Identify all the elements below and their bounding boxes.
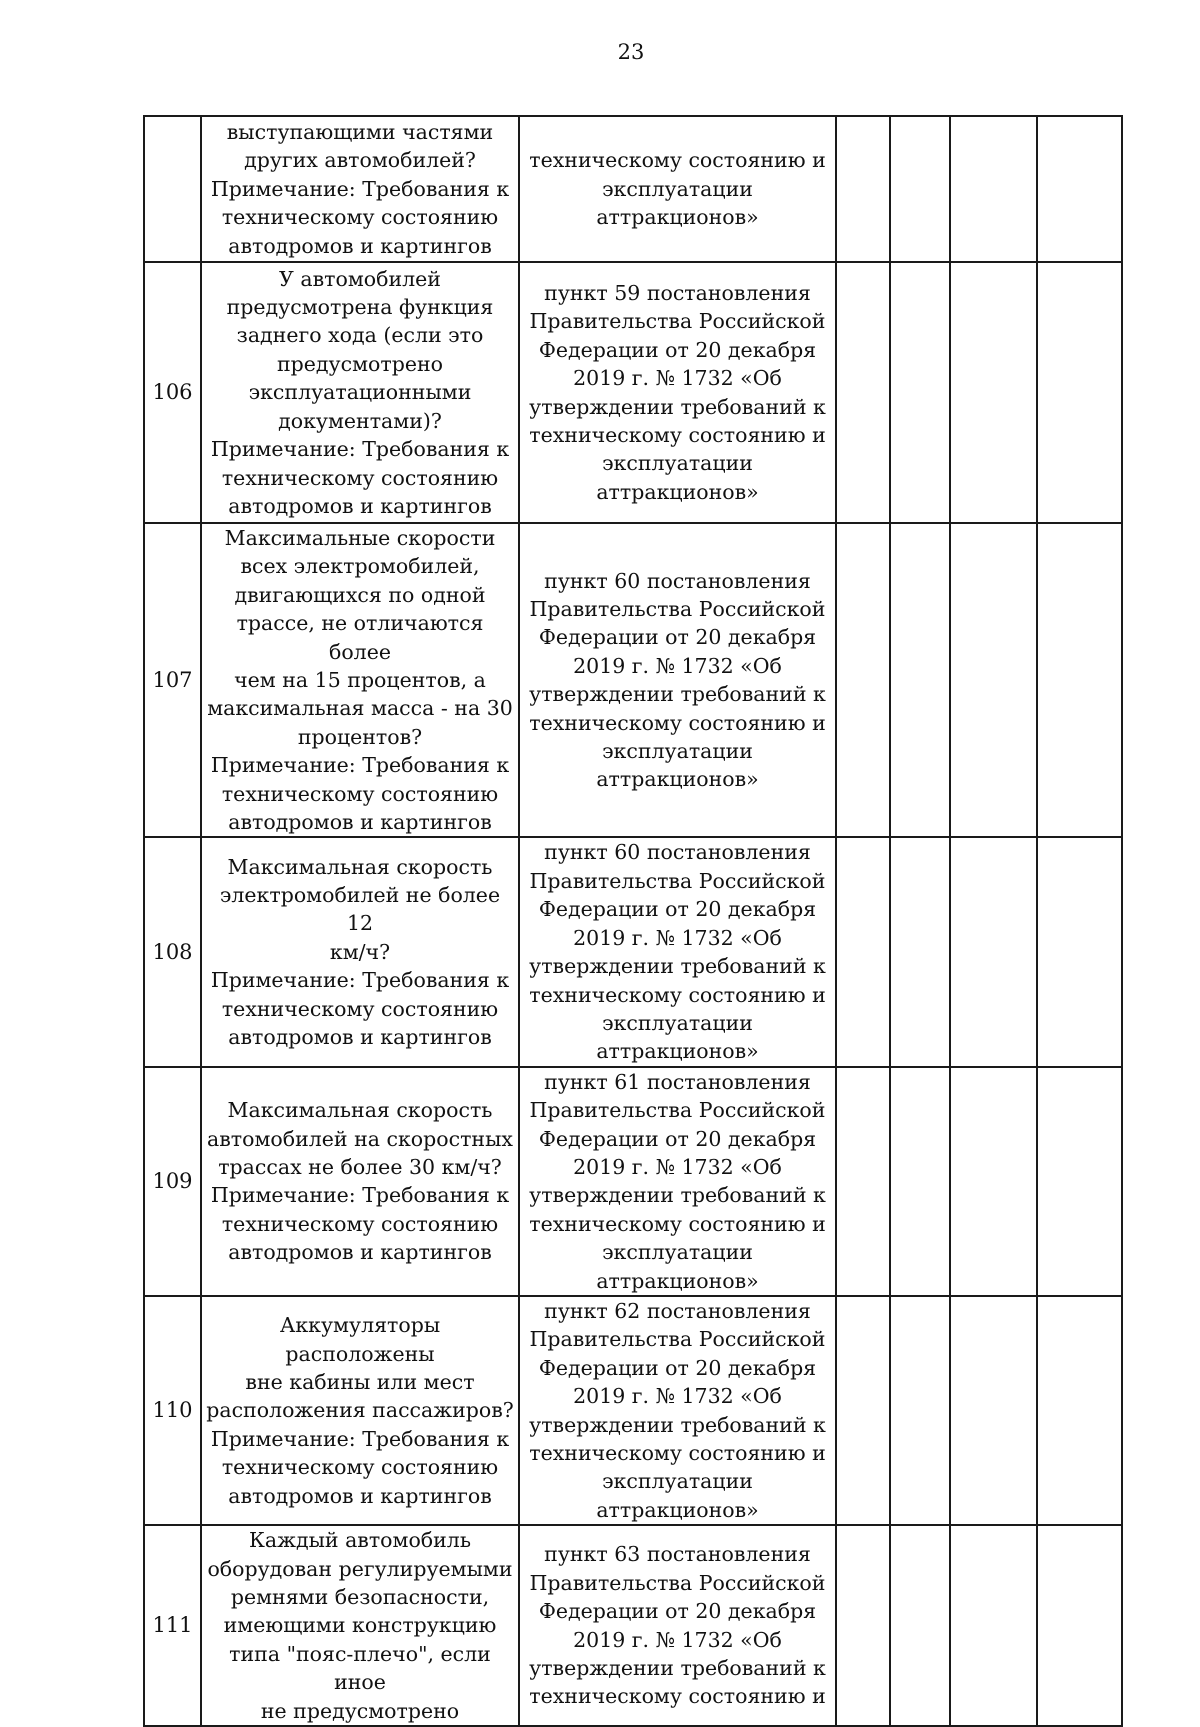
answer-no-cell[interactable] xyxy=(890,116,950,262)
legal-reference: пункт 62 постановления Правительства Российской Федерации от 20 декабря 2019 г. № 1732 «Об утверждении требований к техническому состоянию и эксплуатации аттракционов» xyxy=(519,1296,836,1525)
requirement-text: У автомобилей предусмотрена функция заднего хода (если это предусмотрено эксплуатационными документами)? Примечание: Требования к техническому состоянию автодромов и картингов xyxy=(201,262,519,523)
legal-reference: пункт 59 постановления Правительства Российской Федерации от 20 декабря 2019 г. № 1732 «Об утверждении требований к техническому состоянию и эксплуатации аттракционов» xyxy=(519,262,836,523)
checklist-table xyxy=(143,115,1123,1727)
table-row xyxy=(144,1067,1122,1296)
note-cell[interactable] xyxy=(1037,1296,1122,1525)
table-row xyxy=(144,1525,1122,1726)
requirement-text: Максимальная скорость автомобилей на скоростных трассах не более 30 км/ч? Примечание: Требования к техническому состоянию автодромов и картингов xyxy=(201,1067,519,1296)
table-row xyxy=(144,523,1122,837)
page-number: 23 xyxy=(617,40,645,64)
answer-yes-cell[interactable] xyxy=(836,1067,890,1296)
answer-yes-cell[interactable] xyxy=(836,1525,890,1726)
note-cell[interactable] xyxy=(1037,1525,1122,1726)
row-number: 107 xyxy=(144,523,201,837)
not-applicable-cell[interactable] xyxy=(950,262,1037,523)
answer-yes-cell[interactable] xyxy=(836,116,890,262)
note-cell[interactable] xyxy=(1037,1067,1122,1296)
row-number: 111 xyxy=(144,1525,201,1726)
note-cell[interactable] xyxy=(1037,837,1122,1066)
note-cell[interactable] xyxy=(1037,116,1122,262)
answer-no-cell[interactable] xyxy=(890,837,950,1066)
answer-no-cell[interactable] xyxy=(890,262,950,523)
answer-no-cell[interactable] xyxy=(890,1525,950,1726)
requirement-text: Максимальные скорости всех электромобилей, двигающихся по одной трассе, не отличаются более чем на 15 процентов, а максимальная масса - на 30 процентов? Примечание: Требования к техническому состоянию автодромов и картингов xyxy=(201,523,519,837)
row-number: 108 xyxy=(144,837,201,1066)
not-applicable-cell[interactable] xyxy=(950,1296,1037,1525)
answer-yes-cell[interactable] xyxy=(836,837,890,1066)
note-cell[interactable] xyxy=(1037,262,1122,523)
not-applicable-cell[interactable] xyxy=(950,1067,1037,1296)
legal-reference: пункт 61 постановления Правительства Российской Федерации от 20 декабря 2019 г. № 1732 «Об утверждении требований к техническому состоянию и эксплуатации аттракционов» xyxy=(519,1067,836,1296)
not-applicable-cell[interactable] xyxy=(950,523,1037,837)
requirement-text: выступающими частями других автомобилей? Примечание: Требования к техническому состоянию автодромов и картингов xyxy=(201,116,519,262)
note-cell[interactable] xyxy=(1037,523,1122,837)
not-applicable-cell[interactable] xyxy=(950,837,1037,1066)
not-applicable-cell[interactable] xyxy=(950,116,1037,262)
legal-reference: пункт 60 постановления Правительства Российской Федерации от 20 декабря 2019 г. № 1732 «Об утверждении требований к техническому состоянию и эксплуатации аттракционов» xyxy=(519,837,836,1066)
legal-reference: пункт 63 постановления Правительства Российской Федерации от 20 декабря 2019 г. № 1732 «Об утверждении требований к техническому состоянию и xyxy=(519,1525,836,1726)
table-row xyxy=(144,116,1122,262)
row-number xyxy=(144,116,201,262)
answer-yes-cell[interactable] xyxy=(836,523,890,837)
row-number: 109 xyxy=(144,1067,201,1296)
table-row xyxy=(144,262,1122,523)
answer-no-cell[interactable] xyxy=(890,1067,950,1296)
answer-yes-cell[interactable] xyxy=(836,262,890,523)
legal-reference: пункт 60 постановления Правительства Российской Федерации от 20 декабря 2019 г. № 1732 «Об утверждении требований к техническому состоянию и эксплуатации аттракционов» xyxy=(519,523,836,837)
requirement-text: Каждый автомобиль оборудован регулируемыми ремнями безопасности, имеющими конструкцию типа "пояс-плечо", если иное не предусмотрено xyxy=(201,1525,519,1726)
answer-no-cell[interactable] xyxy=(890,523,950,837)
requirement-text: Максимальная скорость электромобилей не более 12 км/ч? Примечание: Требования к техническому состоянию автодромов и картингов xyxy=(201,837,519,1066)
row-number: 110 xyxy=(144,1296,201,1525)
answer-no-cell[interactable] xyxy=(890,1296,950,1525)
table-row xyxy=(144,1296,1122,1525)
requirement-text: Аккумуляторы расположены вне кабины или мест расположения пассажиров? Примечание: Требования к техническому состоянию автодромов и картингов xyxy=(201,1296,519,1525)
not-applicable-cell[interactable] xyxy=(950,1525,1037,1726)
table-row xyxy=(144,837,1122,1066)
row-number: 106 xyxy=(144,262,201,523)
legal-reference: техническому состоянию и эксплуатации аттракционов» xyxy=(519,116,836,262)
answer-yes-cell[interactable] xyxy=(836,1296,890,1525)
